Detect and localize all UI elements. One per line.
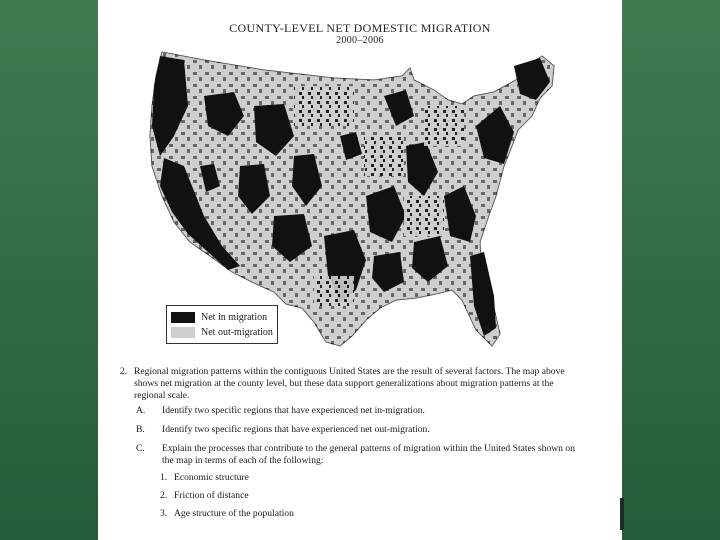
slide-background-left: [0, 0, 98, 540]
item-letter-c: C.: [136, 443, 145, 454]
question-line: regional scale.: [134, 390, 190, 401]
question-text: [134, 366, 596, 402]
question-number: 2.: [120, 366, 128, 377]
subitem-text: Friction of distance: [174, 490, 249, 501]
legend-item: [171, 311, 267, 324]
legend-swatch-out: [171, 327, 195, 338]
subitem-text: Age structure of the population: [174, 508, 294, 519]
page-edge-mark: [620, 498, 624, 530]
legend-swatch-in: [171, 312, 195, 323]
item-text-c: [162, 443, 602, 467]
subitem-number: 3.: [160, 508, 168, 519]
subitem-text: Economic structure: [174, 472, 249, 483]
question-line: Regional migration patterns within the contiguous United States are the result of several factors. The map above: [134, 366, 565, 377]
legend-label-in: Net in migration: [201, 312, 268, 323]
item-text-c-line: Explain the processes that contribute to the general patterns of migration within the United States shown on: [162, 443, 575, 454]
question-line: shows net migration at the county level, but these data support generalizations about migration patterns at the: [134, 378, 554, 389]
item-letter-a: A.: [136, 405, 146, 416]
subitem-number: 2.: [160, 490, 168, 501]
subitem-number: 1.: [160, 472, 168, 483]
item-text-a: Identify two specific regions that have experienced net in-migration.: [162, 405, 425, 416]
document-page: [98, 0, 622, 540]
slide-background-right: [622, 0, 720, 540]
item-text-c-line: the map in terms of each of the following:: [162, 455, 324, 466]
item-letter-b: B.: [136, 424, 145, 435]
legend-item: [171, 326, 273, 339]
legend-label-out: Net out-migration: [201, 327, 273, 338]
map-title: COUNTY-LEVEL NET DOMESTIC MIGRATION: [229, 21, 491, 35]
map-subtitle: 2000–2006: [336, 35, 384, 46]
map-legend: [166, 305, 278, 344]
item-text-b: Identify two specific regions that have experienced net out-migration.: [162, 424, 430, 435]
